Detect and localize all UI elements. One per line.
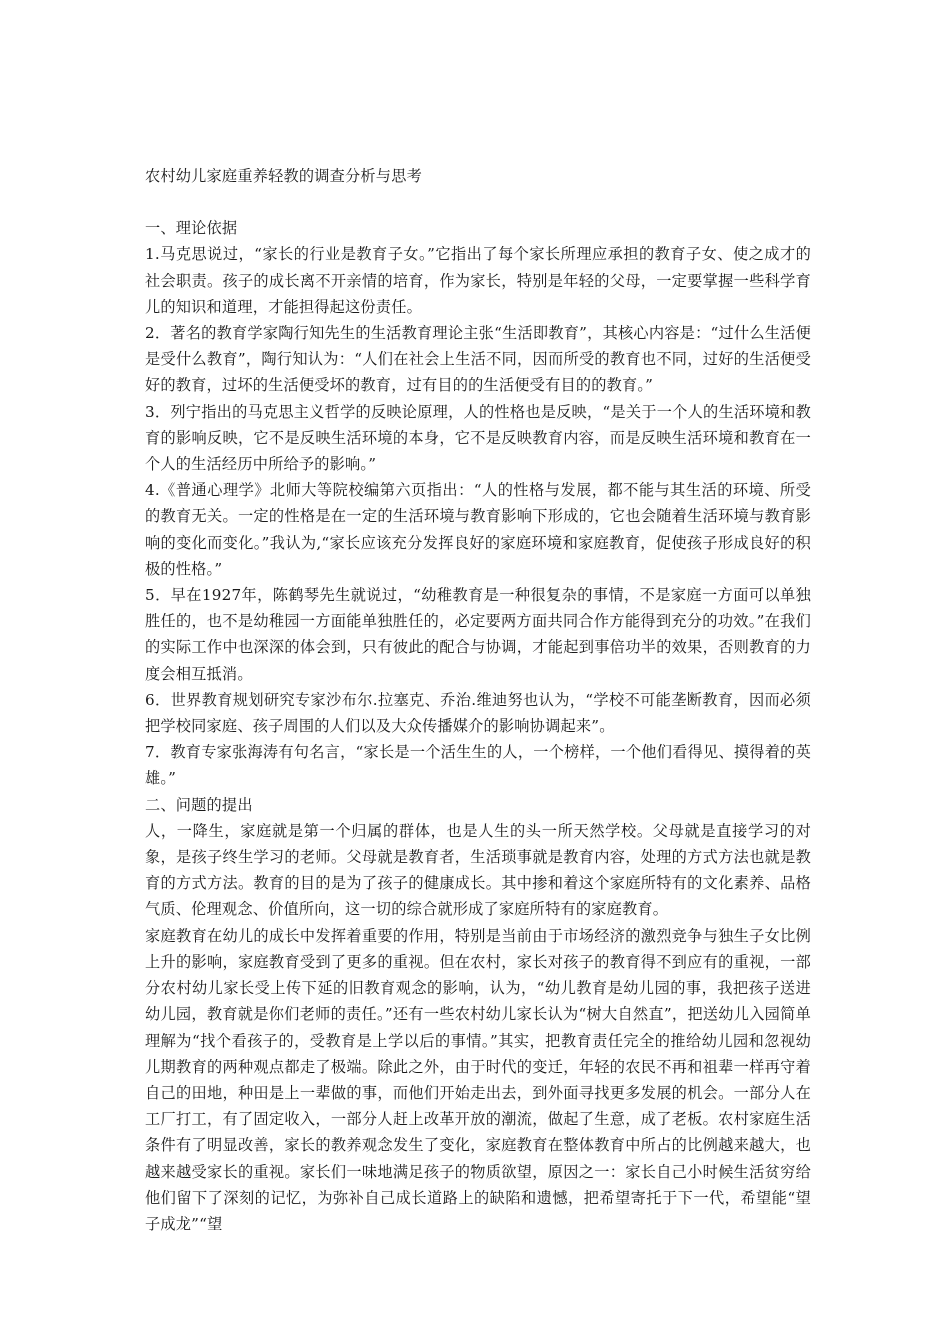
paragraph: 1.马克思说过，“家长的行业是教育子女。”它指出了每个家长所理应承担的教育子女、使之成才的社会职责。孩子的成长离不开亲情的培育，作为家长，特别是年轻的父母，一定要掌握一些科学育儿的知识和道理，才能担得起这份责任。 <box>145 245 811 316</box>
document-title: 农村幼儿家庭重养轻教的调查分析与思考 <box>145 167 422 185</box>
document-page <box>145 163 811 1237</box>
paragraph: 6．世界教育规划研究专家沙布尔.拉塞克、乔治.维迪努也认为，“学校不可能垄断教育，因而必须把学校同家庭、孩子周围的人们以及大众传播媒介的影响协调起来”。 <box>145 690 811 736</box>
paragraph: 4.《普通心理学》北师大等院校编第六页指出：“人的性格与发展，都不能与其生活的环境、所受的教育无关。一定的性格是在一定的生活环境与教育影响下形成的，它也会随着生活环境与教育影响的变化而变化。”我认为,“家长应该充分发挥良好的家庭环境和家庭教育，促使孩子形成良好的积极的性格。” <box>145 481 811 578</box>
paragraph: 3．列宁指出的马克思主义哲学的反映论原理，人的性格也是反映，“是关于一个人的生活环境和教育的影响反映，它不是反映生活环境的本身，它不是反映教育内容，而是反映生活环境和教育在一个人的生活经历中所给予的影响。” <box>145 402 811 474</box>
paragraph: 家庭教育在幼儿的成长中发挥着重要的作用，特别是当前由于市场经济的激烈竞争与独生子女比例上升的影响，家庭教育受到了更多的重视。但在农村，家长对孩子的教育得不到应有的重视，一部分农村幼儿家长受上传下延的旧教育观念的影响，认为，“幼儿教育是幼儿园的事，我把孩子送进幼儿园，教育就是你们老师的责任。”还有一些农村幼儿家长认为“树大自然直”，把送幼儿入园简单理解为“找个看孩子的，受教育是上学以后的事情。”其实，把教育责任完全的推给幼儿园和忽视幼儿期教育的两种观点都走了极端。除此之外，由于时代的变迁，年轻的农民不再和祖辈一样再守着自己的田地，种田是上一辈做的事，而他们开始走出去，到外面寻找更多发展的机会。一部分人在工厂打工，有了固定收入，一部分人赶上改革开放的潮流，做起了生意，成了老板。农村家庭生活条件有了明显改善，家长的教养观念发生了变化，家庭教育在整体教育中所占的比例越来越大，也越来越受家长的重视。家长们一味地满足孩子的物质欲望，原因之一：家长自己小时候生活贫穷给他们留下了深刻的记忆，为弥补自己成长道路上的缺陷和遗憾，把希望寄托于下一代，希望能“望子成龙”“望 <box>145 926 811 1233</box>
spacer <box>145 189 811 215</box>
section-heading-theory: 一、理论依据 <box>145 219 238 238</box>
paragraph: 人，一降生，家庭就是第一个归属的群体，也是人生的头一所天然学校。父母就是直接学习的对象，是孩子终生学习的老师。父母就是教育者，生活琐事就是教育内容，处理的方式方法也就是教育的方式方法。教育的目的是为了孩子的健康成长。其中掺和着这个家庭所特有的文化素养、品格气质、伦理观念、价值所向，这一切的综合就形成了家庭所特有的家庭教育。 <box>145 821 811 919</box>
section-heading-problem: 二、问题的提出 <box>145 795 253 814</box>
paragraph: 2．著名的教育学家陶行知先生的生活教育理论主张“生活即教育”，其核心内容是：“过什么生活便是受什么教育”，陶行知认为：“人们在社会上生活不同，因而所受的教育也不同，过好的生活便受好的教育，过坏的生活便受坏的教育，过有目的的生活便受有目的的教育。” <box>145 324 811 395</box>
paragraph: 5．早在1927年，陈鹤琴先生就说过，“幼稚教育是一种很复杂的事情，不是家庭一方面可以单独胜任的，也不是幼稚园一方面能单独胜任的，必定要两方面共同合作方能得到充分的功效。”在我们的实际工作中也深深的体会到，只有彼此的配合与协调，才能起到事倍功半的效果，否则教育的力度会相互抵消。 <box>145 586 811 683</box>
paragraph: 7．教育专家张海涛有句名言，“家长是一个活生生的人，一个榜样，一个他们看得见、摸得着的英雄。” <box>145 743 811 788</box>
